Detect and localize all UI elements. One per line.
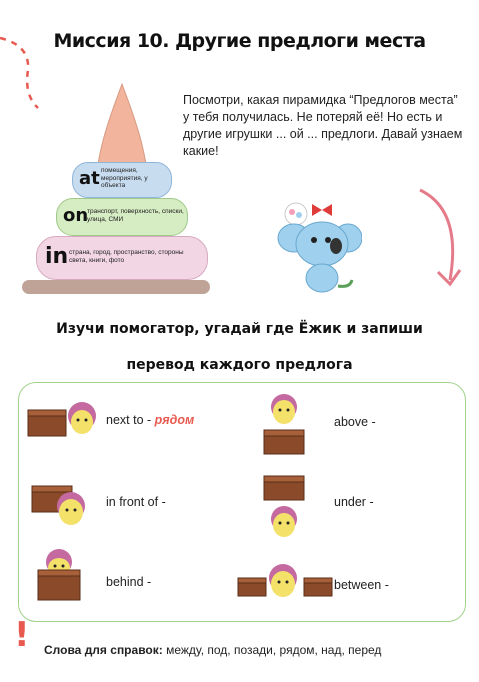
exclamation-icon: ! (14, 615, 30, 655)
crate-icon (262, 474, 306, 502)
subtitle-line-2: перевод каждого предлога (126, 357, 353, 373)
subtitle-line-1: Изучи помогатор, угадай где Ёжик и запиши (56, 321, 423, 337)
reference-words (44, 643, 381, 657)
ring-on-prep: on (63, 205, 89, 226)
crate-icon (302, 576, 334, 598)
crate-icon (36, 568, 82, 602)
ring-at-prep: at (79, 168, 100, 189)
item-between: between - (334, 578, 389, 592)
crate-icon (26, 408, 68, 438)
item-next-to-label: next to - (106, 413, 152, 427)
item-in-front-of: in front of - (106, 495, 166, 509)
page-title: Миссия 10. Другие предлоги места (53, 30, 426, 52)
reference-list: между, под, позади, рядом, над, перед (166, 643, 382, 657)
ring-in (36, 236, 208, 280)
item-next-to-answer: рядом (154, 413, 195, 427)
hedgehog-icon (266, 562, 300, 600)
ring-at-desc: помещения, мероприятия, у объекта (101, 167, 148, 189)
ring-on (56, 198, 188, 236)
hedgehog-icon (66, 400, 98, 438)
intro-text: Посмотри, какая пирамидка “Предлогов места” у тебя получилась. Не потеряй её! Но есть и другие игрушки ... ой ... предлоги. Давай узнаем какие! (183, 93, 463, 158)
hedgehog-icon (268, 392, 300, 426)
ring-on-desc: транспорт, поверхность, списки, улица, СМИ (87, 208, 184, 223)
crate-icon (262, 428, 306, 456)
crate-icon (236, 576, 268, 598)
item-under: under - (334, 495, 374, 509)
reference-label: Слова для справок: (44, 643, 163, 657)
hedgehog-icon (268, 504, 300, 540)
hedgehog-icon (54, 490, 88, 528)
item-behind: behind - (106, 575, 152, 589)
item-above: above - (334, 415, 376, 429)
arrow-icon (400, 180, 470, 300)
ring-at (72, 162, 172, 198)
item-next-to (106, 413, 194, 427)
koala-icon (272, 196, 362, 296)
ring-in-prep: in (45, 244, 69, 269)
ring-in-desc: страна, город, пространство, стороны света, книги, фото (69, 249, 184, 264)
